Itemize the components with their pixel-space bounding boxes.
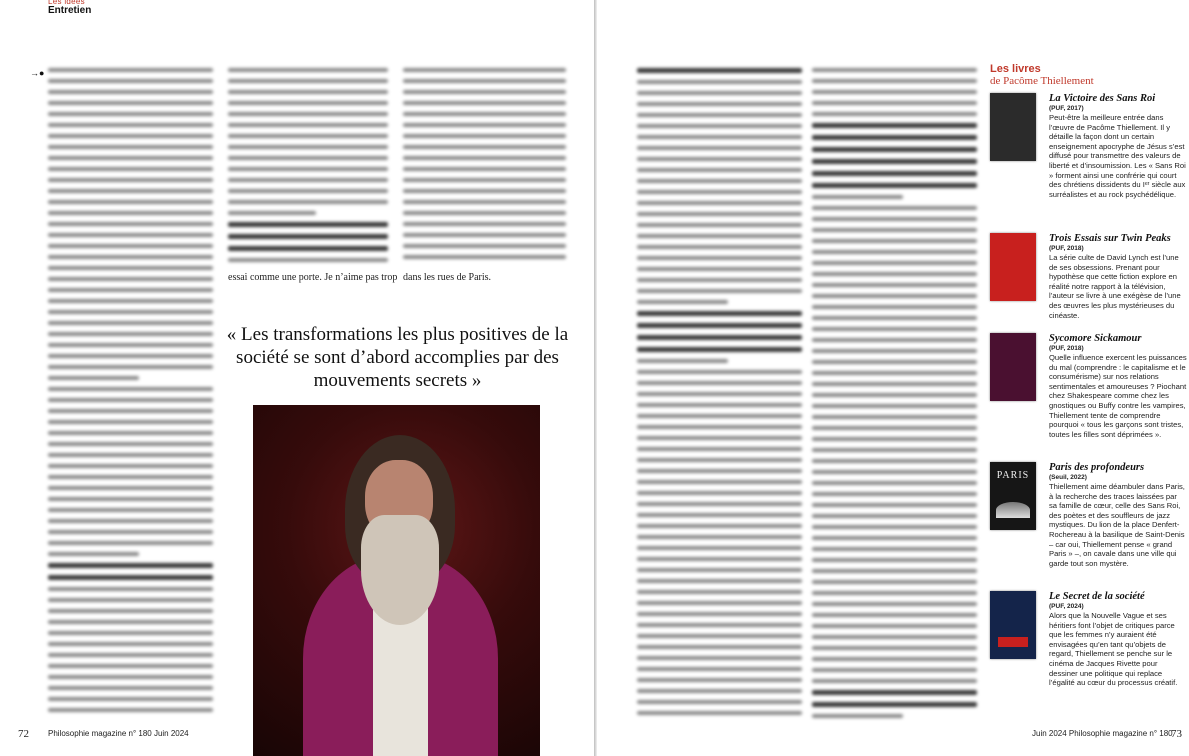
- book-title: La Victoire des Sans Roi: [1049, 93, 1156, 104]
- sidebar-title-line2: de Pacôme Thiellement: [990, 75, 1094, 87]
- section-title: Entretien: [48, 5, 92, 16]
- text-fragment-col2: essai comme une porte. Je n’aime pas trop: [228, 272, 398, 283]
- portrait-photo: [253, 405, 540, 756]
- book-title: Trois Essais sur Twin Peaks: [1049, 233, 1171, 244]
- cover-title: PARIS: [996, 470, 1030, 481]
- left-page: [0, 0, 594, 756]
- blurred-text-column-3: [403, 68, 566, 266]
- book-cover: [990, 591, 1036, 659]
- book-title: Paris des profondeurs: [1049, 462, 1145, 473]
- book-description: Thiellement aime déambuler dans Paris, à la recherche des traces laissées par sa famille de cœur, celle des Sans Roi, des poètes et des souffleurs de jazz mystiques. Du lion de la place Denfert-Rochereau à la basilique de Saint-Denis – car oui, Thiellement pense « grand Paris » –, on cavale dans une ville qui garde tout son mystère.: [1049, 482, 1185, 568]
- pull-quote: « Les transformations les plus positives de la société se sont d’abord accomplies par des mouvements secrets »: [226, 324, 569, 391]
- page-number-right: 73: [1171, 728, 1182, 740]
- page-number-left: 72: [18, 728, 29, 740]
- book-description: Quelle influence exercent les puissances du mal (comprendre : le capitalisme et le consumérisme) sur nos relations sentimentales et amoureuses ? Piochant chez Shakespeare comme chez les gnostiques ou Buffy contre les vampires, Thiellement tente de comprendre pourquoi « tous les garçons sont tristes, toutes les filles sont déprimées ».: [1049, 353, 1187, 439]
- book-description: La série culte de David Lynch est l’une de ses obsessions. Prenant pour hypothèse que cette fiction explore en réalité notre rapport à la télévision, l’auteur se livre à une exégèse de l’une des œuvres les plus mystérieuses du cinéaste.: [1049, 253, 1181, 320]
- book-description: Peut-être la meilleure entrée dans l’œuvre de Pacôme Thiellement. Il y détaille la façon dont un certain enseignement apocryphe de Jésus s’est diffusé pour transmettre des valeurs de liberté et d’insoumission. Les « Sans Roi » forment ainsi une confrérie qui court des chrétiens dissidents du Iᵉʳ siècle aux surréalistes et au rock psychédélique.: [1049, 113, 1186, 199]
- book-publisher: (Seuil, 2022): [1049, 474, 1087, 481]
- book-cover: [990, 333, 1036, 401]
- book-cover: [990, 93, 1036, 161]
- right-page: [597, 0, 1189, 756]
- blurred-text-column-2: [228, 68, 388, 269]
- book-cover: [990, 233, 1036, 301]
- folio-left: Philosophie magazine n° 180 Juin 2024: [48, 729, 189, 738]
- folio-right: Juin 2024 Philosophie magazine n° 180: [1032, 729, 1173, 738]
- sidebar-title-line1: Les livres: [990, 63, 1041, 75]
- book-publisher: (PUF, 2017): [1049, 105, 1084, 112]
- sidebar-title: [990, 63, 1094, 87]
- book-cover: [990, 462, 1036, 530]
- blurred-text-column-5: [812, 68, 977, 725]
- book-title: Sycomore Sickamour: [1049, 333, 1142, 344]
- book-publisher: (PUF, 2018): [1049, 245, 1084, 252]
- continuation-arrow-icon: →●: [30, 68, 45, 78]
- text-fragment-col3: dans les rues de Paris.: [403, 272, 492, 283]
- blurred-text-column-1: [48, 68, 213, 719]
- book-publisher: (PUF, 2024): [1049, 603, 1084, 610]
- blurred-text-column-4: [637, 68, 802, 722]
- section-kicker: Les idées: [48, 0, 85, 6]
- book-description: Alors que la Nouvelle Vague et ses héritiers font l’objet de critiques parce que les femmes n’y auraient été envisagées qu’en tant qu’objets de regard, Thiellement se penche sur le cinéma de Jacques Rivette pour dessiner une politique qui replace l’égalité au cœur du processus créatif.: [1049, 611, 1178, 688]
- book-title: Le Secret de la société: [1049, 591, 1145, 602]
- book-publisher: (PUF, 2018): [1049, 345, 1084, 352]
